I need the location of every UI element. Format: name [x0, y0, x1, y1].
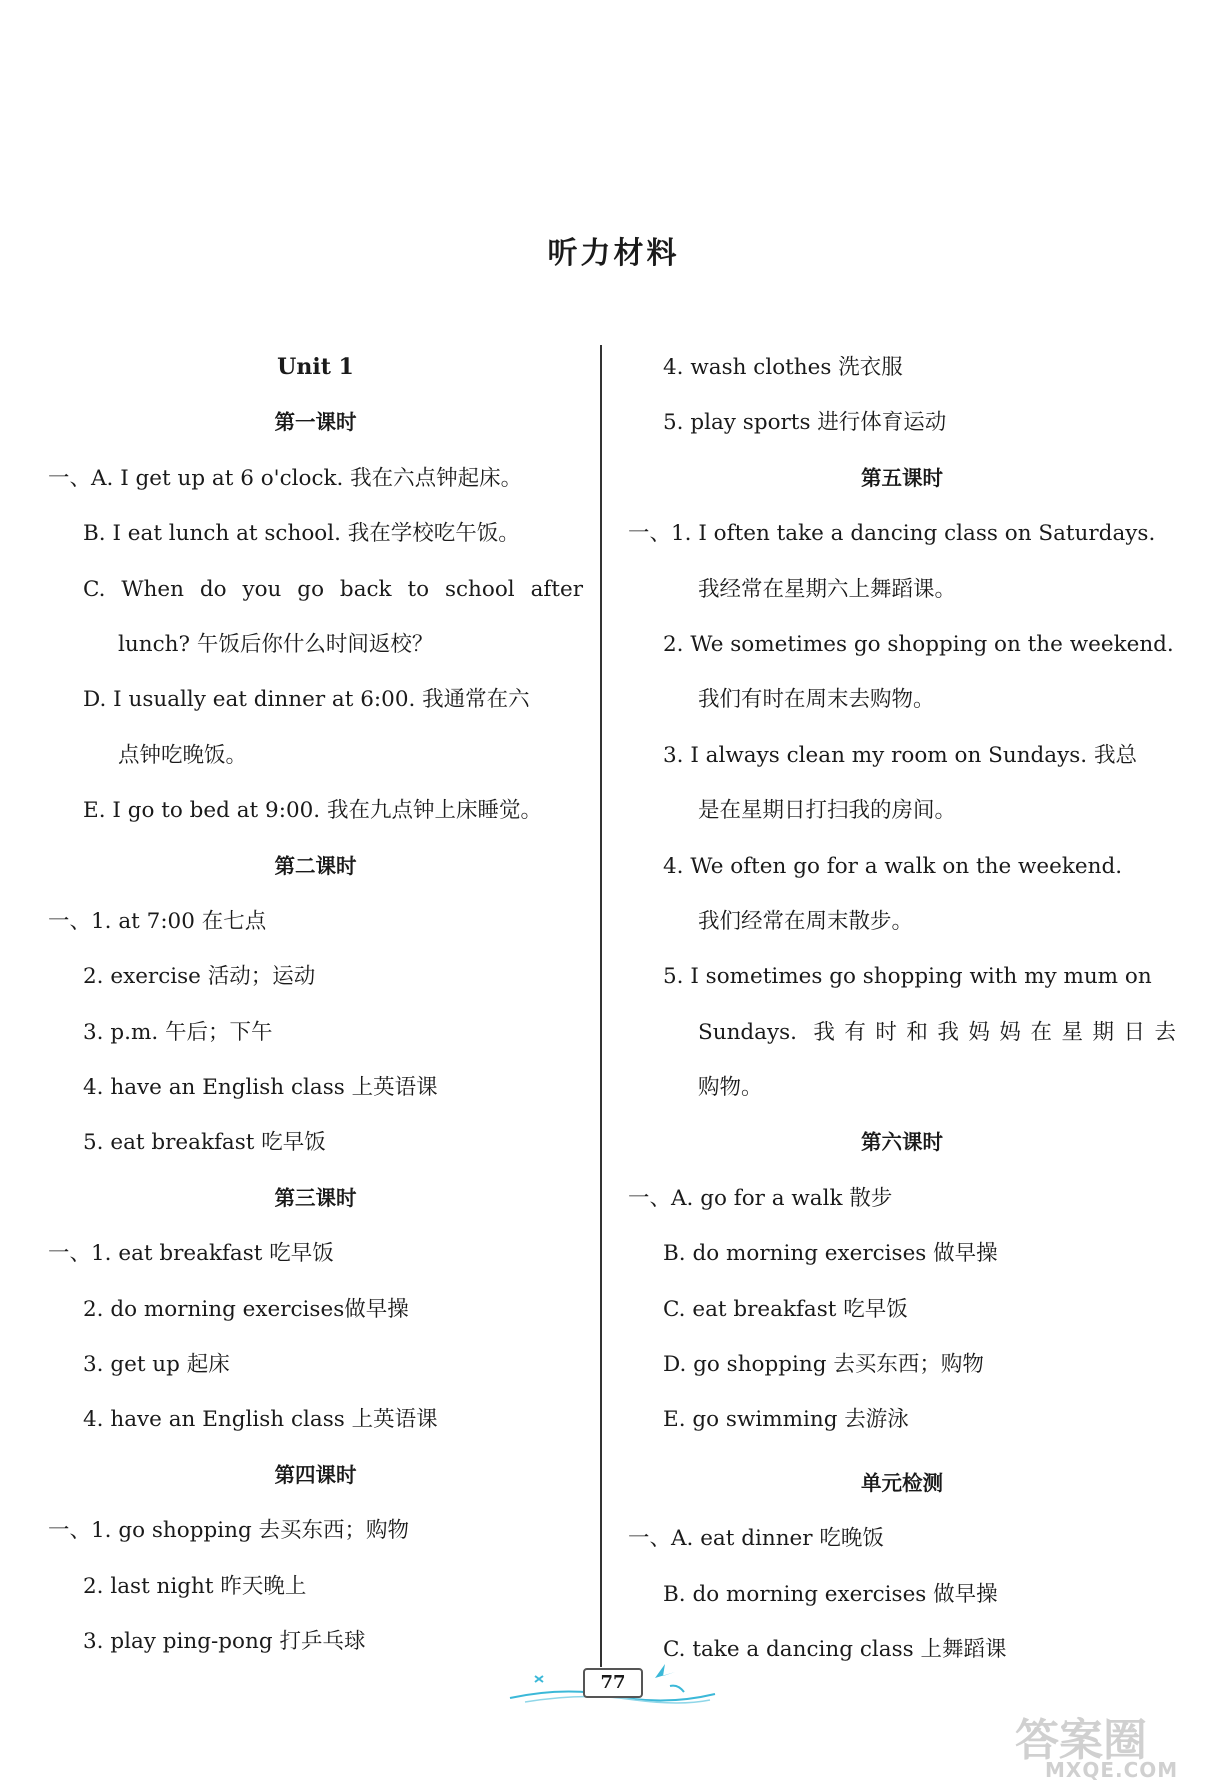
section-heading: 第二课时	[274, 853, 357, 878]
transcript-line: 2. exercise 活动；运动	[83, 964, 316, 990]
section-heading: 第一课时	[274, 410, 357, 435]
section-heading: 第六课时	[861, 1130, 943, 1155]
page-number: 77	[583, 1668, 643, 1698]
transcript-line: 4. wash clothes 洗衣服	[663, 355, 903, 380]
column-divider	[600, 345, 602, 1667]
page-title: 听力材料	[547, 236, 680, 271]
transcript-line: 点钟吃晚饭。	[118, 742, 248, 768]
transcript-line: 3. I always clean my room on Sundays. 我总	[663, 742, 1137, 768]
transcript-line: 4. have an English class 上英语课	[83, 1075, 438, 1101]
transcript-line: 4. have an English class 上英语课	[83, 1407, 438, 1433]
transcript-line: 4. We often go for a walk on the weekend.	[663, 853, 1123, 879]
transcript-line: lunch? 午饭后你什么时间返校？	[118, 631, 434, 657]
transcript-line: 一、A. go for a walk 散步	[628, 1185, 893, 1211]
transcript-line: 我们经常在周末散步。	[698, 908, 914, 934]
transcript-line: B. I eat lunch at school. 我在学校吃午饭。	[83, 521, 520, 547]
transcript-line: E. go swimming 去游泳	[663, 1407, 909, 1433]
transcript-line: 2. We sometimes go shopping on the weekend.	[663, 631, 1174, 657]
section-heading: 第三课时	[274, 1185, 357, 1210]
watermark-url: MXQE.COM	[1045, 1758, 1179, 1782]
transcript-line: 一、1. go shopping 去买东西；购物	[48, 1518, 410, 1544]
transcript-line: 我经常在星期六上舞蹈课。	[698, 576, 957, 602]
transcript-line: 2. do morning exercises做早操	[83, 1296, 409, 1322]
transcript-line: 2. last night 昨天晚上	[83, 1573, 307, 1599]
transcript-line: C. take a dancing class 上舞蹈课	[663, 1636, 1007, 1662]
section-heading: 单元检测	[861, 1470, 943, 1495]
transcript-line: 一、1. at 7:00 在七点	[48, 908, 267, 934]
section-heading: 第四课时	[274, 1462, 357, 1487]
watermark-logo-text: 答案圈	[1015, 1715, 1147, 1766]
transcript-line: E. I go to bed at 9:00. 我在九点钟上床睡觉。	[83, 798, 542, 824]
transcript-line: 我们有时在周末去购物。	[698, 687, 935, 713]
transcript-line: 5. play sports 进行体育运动	[663, 410, 947, 436]
transcript-line: 3. get up 起床	[83, 1352, 230, 1378]
transcript-line: D. I usually eat dinner at 6:00. 我通常在六	[83, 687, 530, 713]
transcript-line: 3. play ping-pong 打乒乓球	[83, 1628, 366, 1654]
transcript-line: 一、1. eat breakfast 吃早饭	[48, 1241, 334, 1267]
transcript-line: 5. eat breakfast 吃早饭	[83, 1130, 326, 1156]
watermark-logo	[1015, 1704, 1215, 1784]
transcript-line: C. eat breakfast 吃早饭	[663, 1296, 908, 1322]
transcript-line: 3. p.m. 午后；下午	[83, 1019, 273, 1045]
spacer	[628, 1448, 1176, 1456]
transcript-line: B. do morning exercises 做早操	[663, 1581, 998, 1607]
section-heading: Unit 1	[277, 354, 354, 380]
transcript-line: Sundays. 我有时和我妈妈在星期日去	[698, 1019, 1176, 1045]
transcript-line: B. do morning exercises 做早操	[663, 1241, 998, 1267]
transcript-line: 购物。	[698, 1075, 763, 1101]
transcript-line: 一、1. I often take a dancing class on Saturdays.	[628, 521, 1156, 547]
page-footer	[505, 1656, 720, 1706]
section-heading: 第五课时	[861, 465, 943, 490]
transcript-line: D. go shopping 去买东西；购物	[663, 1352, 984, 1378]
left-column	[48, 340, 583, 1669]
transcript-line: 是在星期日打扫我的房间。	[698, 798, 957, 824]
transcript-line: 5. I sometimes go shopping with my mum on	[663, 964, 1152, 990]
transcript-line: 一、A. eat dinner 吃晚饭	[628, 1526, 884, 1552]
transcript-line: 一、A. I get up at 6 o'clock. 我在六点钟起床。	[48, 465, 523, 491]
transcript-line: C. When do you go back to school after	[83, 576, 583, 602]
right-column	[628, 340, 1176, 1677]
